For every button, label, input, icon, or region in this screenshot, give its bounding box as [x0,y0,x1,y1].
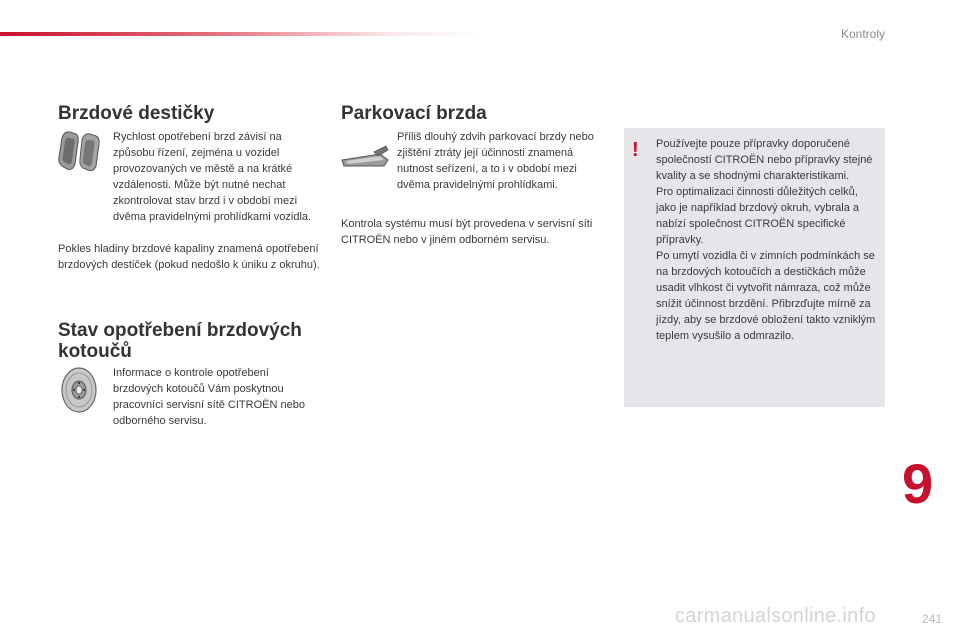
warning-paragraph: Po umytí vozidla či v zimních podmínkách se na brzdových kotoučích a destičkách může usadit vlhkost či vytvořit námraza, což může snížit účinnost brzdění. Přibrzďujte mírně za jízdy, aby se brzdové obložení takto vzniklým teplem vysušilo a odmrazilo. [656,250,876,342]
parking-brake-network-note: Kontrola systému musí být provedena v servisní síti CITROËN nebo v jiném odborném servisu. [341,218,593,246]
brake-fluid-note: Pokles hladiny brzdové kapaliny znamená opotřebení brzdových destiček (pokud nedošlo k úniku z okruhu). [58,243,320,271]
warning-icon: ! [632,139,639,161]
parking-brake-title: Parkovací brzda [341,103,487,124]
warning-note-box [624,128,885,407]
warning-note-text [656,136,880,344]
section-label: Kontroly [840,27,885,41]
page-number: 241 [921,612,942,626]
brake-pads-icon [56,128,104,174]
brake-discs-text: Informace o kontrole opotřebení brzdových kotoučů Vám poskytnou pracovníci servisní sítě CITROËN nebo odborného servisu. [113,367,305,427]
brake-disc-icon [58,366,100,414]
parking-brake-icon [340,140,390,170]
watermark: carmanualsonline.info [675,605,876,627]
chapter-number: 9 [902,452,934,515]
warning-paragraph: Používejte pouze přípravky doporučené společností CITROËN nebo přípravky stejné kvality a se shodnými charakteristikami. [656,138,873,182]
brake-pads-intro: Rychlost opotřebení brzd závisí na způsobu řízení, zejména u vozidel provozovaných ve městě a na krátké vzdálenosti. Může být nutné nechat zkontrolovat stav brzd i v období mezi dvěma pravidelnými prohlídkami vozidla. [113,131,312,223]
header-accent-bar [0,32,480,36]
brake-pads-title: Brzdové destičky [58,103,215,124]
parking-brake-text: Příliš dlouhý zdvih parkovací brzdy nebo zjištění ztráty její účinnosti znamená nutnost seřízení, a to i v období mezi dvěma pravidelnými prohlídkami. [397,131,594,191]
brake-discs-title: Stav opotřebení brzdových kotoučů [58,320,302,362]
warning-paragraph: Pro optimalizaci činnosti důležitých celků, jako je například brzdový okruh, vybrala a nabízí společnost CITROËN specifické přípravky. [656,186,859,246]
